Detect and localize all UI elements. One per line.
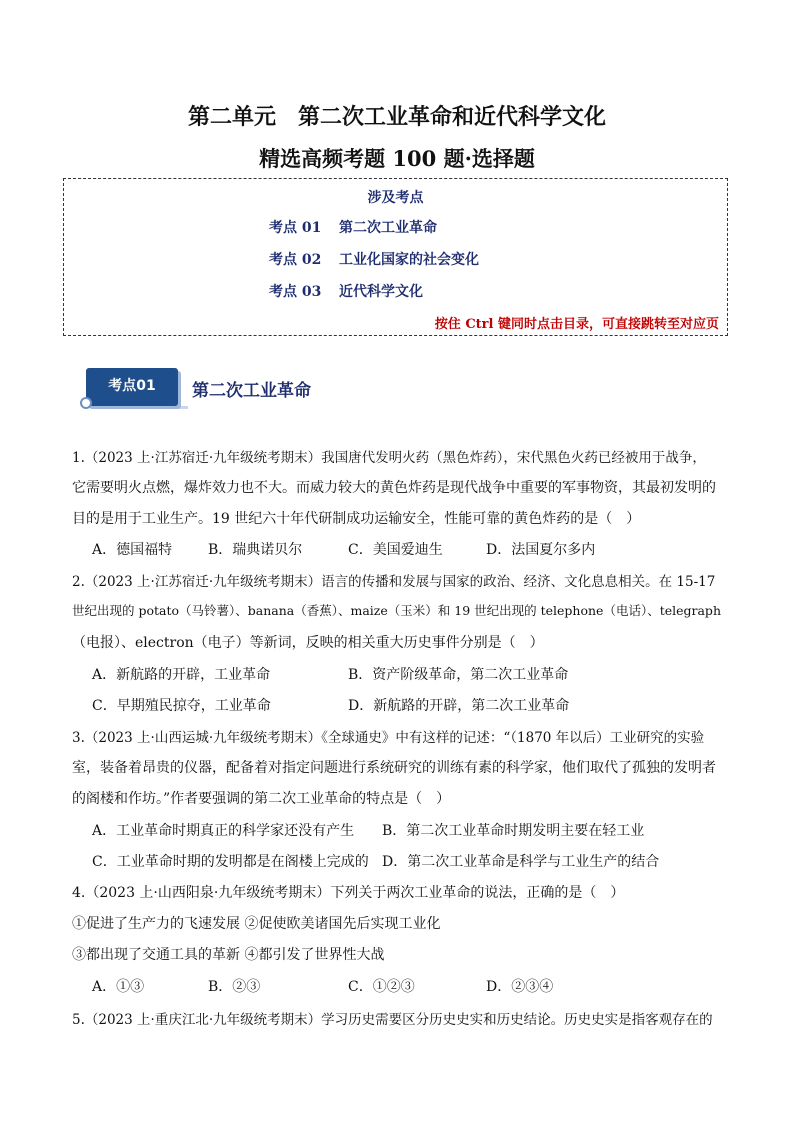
question-4-option-d[interactable]: D．②③④ [486, 979, 554, 995]
question-1-line: 1.（2023 上·江苏宿迁·九年级统考期末）我国唐代发明火药（黑色炸药），宋代黑色火药已经被用于战争， [72, 450, 706, 466]
point-name: 近代科学文化 [339, 284, 423, 300]
question-3-option-c[interactable]: C．工业革命时期的发明都是在阁楼上完成的 [92, 854, 369, 870]
question-2-option-b[interactable]: B．资产阶级革命，第二次工业革命 [348, 667, 569, 683]
question-1-line: 它需要明火点燃，爆炸效力也不大。而威力较大的黄色炸药是现代战争中重要的军事物资，其最初发明的 [72, 480, 716, 496]
outline-note: 按住 Ctrl 键同时点击目录，可直接跳转至对应页 [434, 317, 719, 332]
question-3-option-d[interactable]: D．第二次工业革命是科学与工业生产的结合 [382, 854, 660, 870]
question-3-line: 3.（2023 上·山西运城·九年级统考期末）《全球通史》中有这样的记述：“（1870 年以后）工业研究的实验 [72, 730, 705, 746]
section-badge-underline [92, 406, 188, 409]
outline-box [63, 178, 728, 336]
question-4-line: 4.（2023 上·山西阳泉·九年级统考期末）下列关于两次工业革命的说法，正确的是（ ） [72, 885, 625, 901]
question-4-option-a[interactable]: A．①③ [92, 979, 145, 995]
outline-link-point-03[interactable] [269, 281, 423, 301]
question-1-line: 目的是用于工业生产。19 世纪六十年代研制成功运输安全，性能可靠的黄色炸药的是（ ） [72, 511, 641, 527]
point-code: 考点 01 [269, 220, 322, 236]
question-4-statement: ①促进了生产力的飞速发展 ②促使欧美诸国先后实现工业化 [72, 916, 441, 932]
question-3-option-b[interactable]: B．第二次工业革命时期发明主要在轻工业 [382, 823, 645, 839]
question-3-line: 的阁楼和作坊。”作者要强调的第二次工业革命的特点是（ ） [72, 791, 451, 807]
document-title: 第二单元 第二次工业革命和近代科学文化 [187, 104, 606, 130]
outline-link-point-02[interactable] [269, 249, 479, 269]
point-name: 第二次工业革命 [339, 220, 437, 236]
outline-title: 涉及考点 [367, 190, 424, 206]
question-2-line: 世纪出现的 potato（马铃薯）、banana（香蕉）、maize（玉米）和 19 世纪出现的 telephone（电话）、telegraph [72, 603, 721, 618]
question-4-option-c[interactable]: C．①②③ [348, 979, 415, 995]
outline-link-point-01[interactable] [269, 217, 437, 237]
point-name: 工业化国家的社会变化 [339, 252, 479, 268]
question-1-option-a[interactable]: A．德国福特 [92, 542, 173, 558]
point-code: 考点 03 [269, 284, 322, 300]
point-code: 考点 02 [269, 252, 322, 268]
question-3-option-a[interactable]: A．工业革命时期真正的科学家还没有产生 [92, 823, 355, 839]
question-2-option-a[interactable]: A．新航路的开辟，工业革命 [92, 667, 271, 683]
badge-dot-icon [80, 397, 92, 409]
question-1-option-d[interactable]: D．法国夏尔多内 [486, 542, 596, 558]
question-5-line: 5.（2023 上·重庆江北·九年级统考期末）学习历史需要区分历史史实和历史结论。历史史实是指客观存在的 [72, 1012, 713, 1028]
document-subtitle: 精选高频考题 100 题·选择题 [259, 146, 535, 171]
section-title: 第二次工业革命 [192, 381, 311, 401]
section-badge: 考点01 [86, 368, 178, 406]
question-4-statement: ③都出现了交通工具的革新 ④都引发了世界性大战 [72, 947, 385, 963]
question-1-option-c[interactable]: C．美国爱迪生 [348, 542, 443, 558]
question-2-line: 2.（2023 上·江苏宿迁·九年级统考期末）语言的传播和发展与国家的政治、经济、文化息息相关。在 15-17 [72, 574, 716, 590]
question-2-option-c[interactable]: C．早期殖民掠夺，工业革命 [92, 698, 271, 714]
question-3-line: 室，装备着昂贵的仪器，配备着对指定问题进行系统研究的训练有素的科学家，他们取代了孤独的发明者 [72, 760, 716, 776]
question-1-option-b[interactable]: B．瑞典诺贝尔 [208, 542, 303, 558]
question-2-line: （电报）、electron（电子）等新词，反映的相关重大历史事件分别是（ ） [72, 635, 544, 651]
question-2-option-d[interactable]: D．新航路的开辟，第二次工业革命 [348, 698, 570, 714]
question-4-option-b[interactable]: B．②③ [208, 979, 261, 995]
